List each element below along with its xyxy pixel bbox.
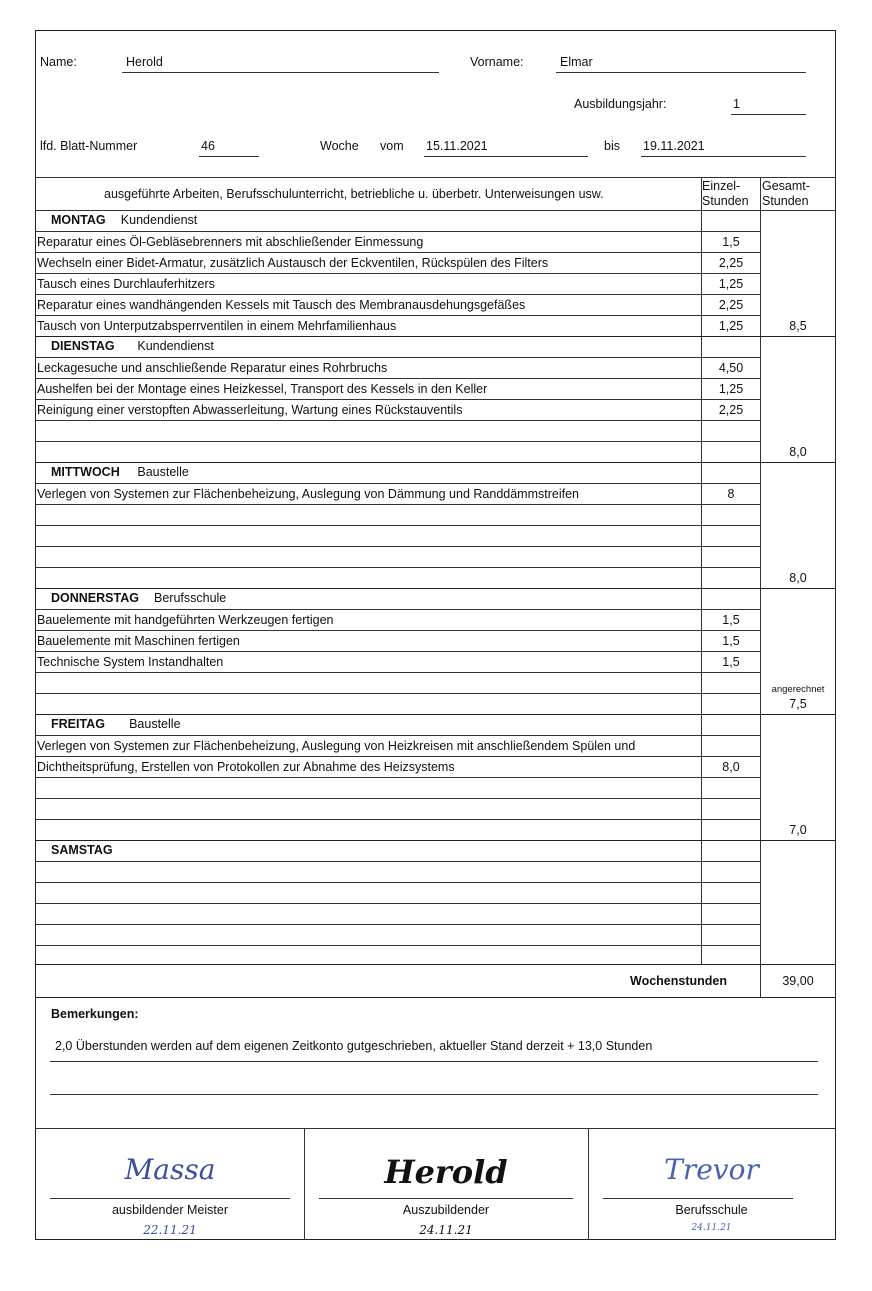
row-border bbox=[36, 420, 760, 421]
wochenstunden-value: 39,00 bbox=[782, 974, 814, 988]
jahr-value: 1 bbox=[733, 97, 740, 111]
remarks-underline-1 bbox=[50, 1061, 818, 1062]
signature-mark: Herold bbox=[384, 1153, 508, 1191]
jahr-underline bbox=[731, 114, 806, 115]
table-row-hours: 1,25 bbox=[718, 277, 744, 291]
row-border bbox=[36, 546, 760, 547]
row-border bbox=[36, 903, 760, 904]
table-row-hours: 2,25 bbox=[718, 403, 744, 417]
table-row-hours bbox=[702, 568, 760, 589]
table-row-hours: 8 bbox=[727, 487, 735, 501]
wochenstunden-label: Wochenstunden bbox=[630, 974, 727, 988]
row-border bbox=[36, 525, 760, 526]
jahr-label: Ausbildungsjahr: bbox=[574, 97, 667, 111]
day-total-hours: 8,0 bbox=[789, 445, 807, 459]
day-place: Baustelle bbox=[137, 465, 189, 479]
row-border bbox=[36, 441, 760, 442]
signature-role: ausbildender Meister bbox=[111, 1203, 229, 1217]
table-row-hours: 1,5 bbox=[722, 235, 740, 249]
table-row-hours bbox=[702, 925, 760, 946]
row-border bbox=[36, 504, 760, 505]
table-row-description: Reparatur eines Öl-Gebläsebrenners mit abschließender Einmessung bbox=[37, 235, 424, 249]
vom-value: 15.11.2021 bbox=[426, 139, 488, 153]
bis-underline bbox=[641, 156, 806, 157]
table-row-description: Technische System Instandhalten bbox=[37, 655, 224, 669]
column-header-gesamt-line1: Gesamt- bbox=[762, 179, 810, 193]
table-row-hours bbox=[702, 673, 760, 694]
table-row-description: Verlegen von Systemen zur Flächenbeheizung, Auslegung von Heizkreisen mit anschließendem Spülen und bbox=[37, 739, 636, 753]
wochen-top-border bbox=[36, 964, 835, 965]
signature-line bbox=[603, 1198, 793, 1199]
table-row-description: Aushelfen bei der Montage eines Heizkessel, Transport des Kessels in den Keller bbox=[37, 382, 488, 396]
signature-mark: Massa bbox=[124, 1153, 216, 1186]
row-border bbox=[36, 672, 760, 673]
table-row-hours: 2,25 bbox=[718, 298, 744, 312]
column-header-einzel bbox=[702, 179, 749, 209]
signature-date: 24.11.21 bbox=[691, 1223, 732, 1233]
table-row-hours bbox=[702, 799, 760, 820]
table-row-hours: 8,0 bbox=[722, 760, 740, 774]
day-label: DIENSTAG bbox=[51, 339, 115, 353]
wochen-bottom-border bbox=[36, 997, 835, 998]
day-total-hours: 8,0 bbox=[789, 571, 807, 585]
table-row-hours bbox=[702, 442, 760, 463]
table-top-border bbox=[36, 177, 835, 178]
table-row-hours: 1,5 bbox=[722, 655, 740, 669]
signature-line bbox=[319, 1198, 573, 1199]
table-row-description: Bauelemente mit handgeführten Werkzeugen fertigen bbox=[37, 613, 334, 627]
column-header-gesamt bbox=[762, 179, 810, 209]
bis-label: bis bbox=[604, 139, 620, 153]
bis-value: 19.11.2021 bbox=[643, 139, 705, 153]
day-total-hours: 7,5 bbox=[789, 697, 807, 711]
row-border bbox=[36, 693, 760, 694]
day-label: DONNERSTAG bbox=[51, 591, 139, 605]
day-label: MITTWOCH bbox=[51, 465, 120, 479]
remarks-label: Bemerkungen: bbox=[51, 1007, 139, 1021]
vorname-underline bbox=[556, 72, 806, 73]
day-total-note: angerechnet bbox=[771, 684, 825, 695]
table-row-description: Dichtheitsprüfung, Erstellen von Protokollen zur Abnahme des Heizsystems bbox=[37, 760, 455, 774]
signature-role: Berufsschule bbox=[675, 1203, 748, 1217]
signature-role: Auszubildender bbox=[402, 1203, 490, 1217]
blatt-label: lfd. Blatt-Nummer bbox=[40, 139, 138, 153]
column-header-gesamt-line2: Stunden bbox=[762, 194, 809, 208]
table-row-description: Reinigung einer verstopften Abwasserleitung, Wartung eines Rückstauventils bbox=[37, 403, 463, 417]
table-row-hours bbox=[702, 904, 760, 925]
table-row-hours bbox=[702, 421, 760, 442]
day-label: MONTAG bbox=[51, 213, 106, 227]
table-row-hours: 4,50 bbox=[718, 361, 744, 375]
table-row-hours bbox=[702, 736, 760, 757]
day-label: FREITAG bbox=[51, 717, 105, 731]
signature-mark: Trevor bbox=[664, 1153, 759, 1186]
day-total-hours: 8,5 bbox=[789, 319, 807, 333]
table-row-hours: 1,5 bbox=[722, 613, 740, 627]
day-place: Kundendienst bbox=[137, 339, 214, 353]
row-border bbox=[36, 882, 760, 883]
table-row-description: Bauelemente mit Maschinen fertigen bbox=[37, 634, 240, 648]
row-border bbox=[36, 567, 760, 568]
table-row-hours bbox=[702, 526, 760, 547]
vorname-value: Elmar bbox=[560, 55, 593, 69]
remarks-line-1: 2,0 Überstunden werden auf dem eigenen Zeitkonto gutgeschrieben, aktueller Stand derzeit + 13,0 Stunden bbox=[55, 1039, 653, 1053]
day-label: SAMSTAG bbox=[51, 843, 113, 857]
column-header-einzel-line1: Einzel- bbox=[702, 179, 741, 193]
row-border bbox=[36, 945, 760, 946]
column-divider-gesamt bbox=[760, 177, 761, 997]
table-row-hours: 2,25 bbox=[718, 256, 744, 270]
row-border bbox=[36, 861, 760, 862]
table-row-description: Leckagesuche und anschließende Reparatur eines Rohrbruchs bbox=[37, 361, 388, 375]
table-row-hours bbox=[702, 883, 760, 904]
signature-date: 22.11.21 bbox=[143, 1223, 197, 1237]
day-place: Kundendienst bbox=[120, 213, 198, 227]
signature-line bbox=[50, 1198, 290, 1199]
report-sheet bbox=[35, 30, 836, 1240]
table-row-hours bbox=[702, 778, 760, 799]
table-row-hours: 1,25 bbox=[718, 319, 744, 333]
table-row-description: Tausch von Unterputzabsperrventilen in einem Mehrfamilienhaus bbox=[37, 319, 397, 333]
row-border bbox=[36, 924, 760, 925]
name-underline bbox=[122, 72, 439, 73]
table-row-hours bbox=[702, 862, 760, 883]
table-row-hours bbox=[702, 547, 760, 568]
day-total-hours: 7,0 bbox=[789, 823, 807, 837]
table-row-hours bbox=[702, 820, 760, 841]
signature-date: 24.11.21 bbox=[419, 1223, 473, 1237]
table-row-description: Verlegen von Systemen zur Flächenbeheizung, Auslegung von Dämmung und Randdämmstreifen bbox=[37, 487, 579, 501]
column-header-description: ausgeführte Arbeiten, Berufsschulunterricht, betriebliche u. überbetr. Unterweisungen usw. bbox=[104, 187, 604, 201]
table-row-hours bbox=[702, 505, 760, 526]
name-value: Herold bbox=[126, 55, 163, 69]
table-row-description: Reparatur eines wandhängenden Kessels mit Tausch des Membranausdehungsgefäßes bbox=[37, 298, 526, 312]
vom-label: vom bbox=[380, 139, 404, 153]
table-row-hours bbox=[702, 694, 760, 715]
column-header-einzel-line2: Stunden bbox=[702, 194, 749, 208]
row-border bbox=[36, 798, 760, 799]
row-border bbox=[36, 777, 760, 778]
table-row-description: Wechseln einer Bidet-Armatur, zusätzlich Austausch der Eckventilen, Rückspülen des Filters bbox=[37, 256, 549, 270]
table-row-description: Tausch eines Durchlauferhitzers bbox=[37, 277, 215, 291]
table-row-hours: 1,25 bbox=[718, 382, 744, 396]
blatt-underline bbox=[199, 156, 259, 157]
day-place: Berufsschule bbox=[154, 591, 227, 605]
blatt-value: 46 bbox=[201, 139, 215, 153]
vom-underline bbox=[424, 156, 588, 157]
vorname-label: Vorname: bbox=[470, 55, 524, 69]
remarks-underline-2 bbox=[50, 1094, 818, 1095]
row-border bbox=[36, 819, 760, 820]
signature-top-border bbox=[36, 1128, 835, 1129]
woche-label: Woche bbox=[320, 139, 359, 153]
day-place: Baustelle bbox=[129, 717, 181, 731]
name-label: Name: bbox=[40, 55, 77, 69]
table-row-hours: 1,5 bbox=[722, 634, 740, 648]
day-section-border bbox=[36, 840, 835, 841]
